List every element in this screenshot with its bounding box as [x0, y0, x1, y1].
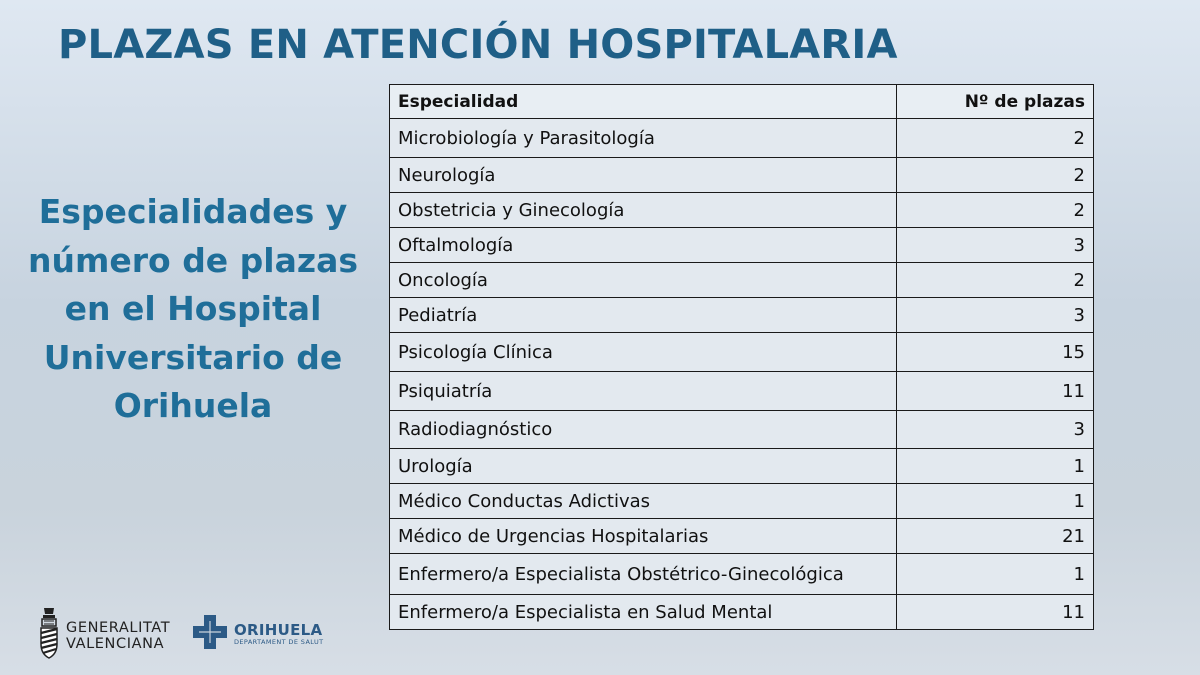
table-row — [390, 193, 1094, 228]
table-row — [390, 519, 1094, 554]
cell-especialidad: Pediatría — [390, 298, 897, 333]
cell-especialidad: Obstetricia y Ginecología — [390, 193, 897, 228]
generalitat-line2: VALENCIANA — [66, 635, 165, 652]
cell-especialidad: Microbiología y Parasitología — [390, 119, 897, 158]
cell-especialidad: Oftalmología — [390, 228, 897, 263]
orihuela-logo — [193, 615, 324, 654]
cell-plazas: 11 — [897, 372, 1094, 411]
generalitat-logo — [38, 606, 170, 665]
plazas-table — [389, 84, 1094, 630]
cell-especialidad: Psicología Clínica — [390, 333, 897, 372]
cell-plazas: 1 — [897, 449, 1094, 484]
table-row — [390, 158, 1094, 193]
table-row — [390, 119, 1094, 158]
cell-especialidad: Médico Conductas Adictivas — [390, 484, 897, 519]
cell-especialidad: Oncología — [390, 263, 897, 298]
cell-plazas: 3 — [897, 411, 1094, 449]
table-row — [390, 595, 1094, 630]
cell-plazas: 1 — [897, 484, 1094, 519]
slide-subtitle: Especialidades y número de plazas en el Hospital Universitario de Orihuela — [28, 192, 358, 425]
table-row — [390, 333, 1094, 372]
table-header-row — [390, 85, 1094, 119]
table-row — [390, 484, 1094, 519]
table-row — [390, 449, 1094, 484]
medical-cross-icon — [193, 615, 227, 654]
cell-plazas: 11 — [897, 595, 1094, 630]
table-row — [390, 298, 1094, 333]
cell-especialidad: Urología — [390, 449, 897, 484]
header-especialidad: Especialidad — [390, 85, 897, 119]
cell-plazas: 2 — [897, 263, 1094, 298]
cell-plazas: 2 — [897, 158, 1094, 193]
cell-especialidad: Enfermero/a Especialista Obstétrico-Ginecológica — [390, 554, 897, 595]
cell-plazas: 21 — [897, 519, 1094, 554]
cell-especialidad: Radiodiagnóstico — [390, 411, 897, 449]
orihuela-subtitle: DEPARTAMENT DE SALUT — [234, 638, 324, 646]
coat-of-arms-icon — [38, 606, 60, 665]
table-row — [390, 411, 1094, 449]
cell-plazas: 2 — [897, 193, 1094, 228]
cell-plazas: 3 — [897, 228, 1094, 263]
cell-plazas: 3 — [897, 298, 1094, 333]
generalitat-line1: GENERALITAT — [66, 619, 171, 636]
table-row — [390, 263, 1094, 298]
cell-plazas: 2 — [897, 119, 1094, 158]
table-body — [390, 119, 1094, 630]
cell-especialidad: Psiquiatría — [390, 372, 897, 411]
table-row — [390, 228, 1094, 263]
cell-plazas: 15 — [897, 333, 1094, 372]
slide-title: PLAZAS EN ATENCIÓN HOSPITALARIA — [58, 22, 898, 68]
cell-especialidad: Neurología — [390, 158, 897, 193]
cell-plazas: 1 — [897, 554, 1094, 595]
table-row — [390, 372, 1094, 411]
header-plazas: Nº de plazas — [897, 85, 1094, 119]
orihuela-name: ORIHUELA — [234, 621, 323, 639]
cell-especialidad: Médico de Urgencias Hospitalarias — [390, 519, 897, 554]
table-row — [390, 554, 1094, 595]
cell-especialidad: Enfermero/a Especialista en Salud Mental — [390, 595, 897, 630]
